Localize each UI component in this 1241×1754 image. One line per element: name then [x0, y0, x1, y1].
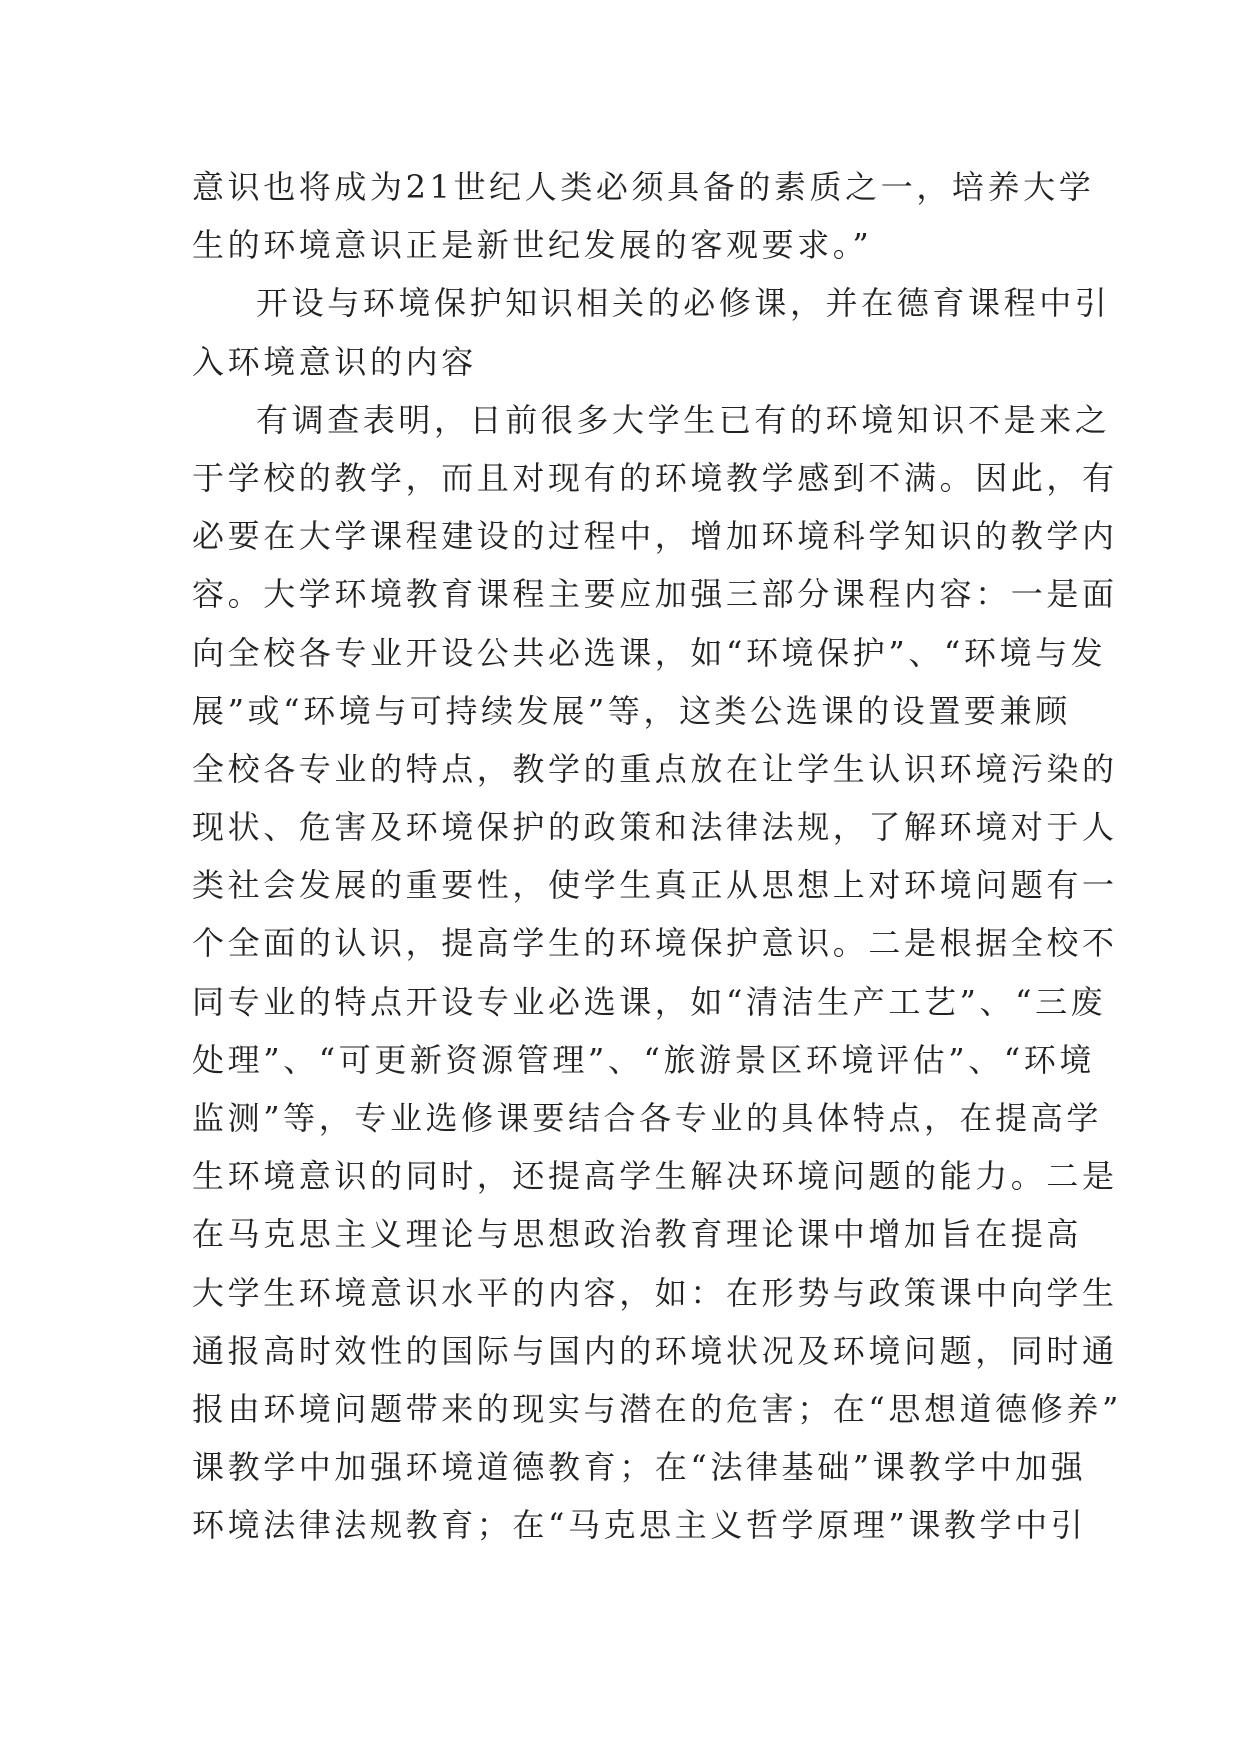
body-text	[192, 158, 1122, 1555]
text-line: 通报高时效性的国际与国内的环境状况及环境问题，同时通	[192, 1331, 1118, 1370]
text-line: 同专业的特点开设专业必选课，如“清洁生产工艺”、“三废	[192, 982, 1107, 1021]
text-line: 生的环境意识正是新世纪发展的客观要求。”	[192, 226, 873, 265]
text-line: 生环境意识的同时，还提高学生解决环境问题的能力。二是	[192, 1157, 1118, 1196]
text-line: 容。大学环境教育课程主要应加强三部分课程内容：一是面	[192, 575, 1118, 614]
text-line: 处理”、“可更新资源管理”、“旅游景区环境评估”、“环境	[192, 1040, 1095, 1079]
text-line: 在马克思主义理论与思想政治教育理论课中增加旨在提高	[192, 1215, 1083, 1254]
text-line: 类社会发展的重要性，使学生真正从思想上对环境问题有一	[192, 866, 1118, 905]
text-line: 大学生环境意识水平的内容，如：在形势与政策课中向学生	[192, 1273, 1118, 1312]
text-line: 报由环境问题带来的现实与潜在的危害；在“思想道德修养”	[192, 1389, 1122, 1428]
text-line: 开设与环境保护知识相关的必修课，并在德育课程中引	[256, 284, 1111, 323]
text-line: 个全面的认识，提高学生的环境保护意识。二是根据全校不	[192, 924, 1118, 963]
text-line: 现状、危害及环境保护的政策和法律法规，了解环境对于人	[192, 808, 1118, 847]
text-line: 环境法律法规教育；在“马克思主义哲学原理”课教学中引	[192, 1506, 1087, 1545]
text-line: 课教学中加强环境道德教育；在“法律基础”课教学中加强	[192, 1448, 1087, 1487]
text-line: 必要在大学课程建设的过程中，增加环境科学知识的教学内	[192, 517, 1118, 556]
text-line: 意识也将成为21世纪人类必须具备的素质之一，培养大学	[192, 168, 1095, 206]
text-line: 全校各专业的特点，教学的重点放在让学生认识环境污染的	[192, 749, 1118, 788]
text-line: 入环境意识的内容	[192, 342, 477, 381]
text-line: 向全校各专业开设公共必选课，如“环境保护”、“环境与发	[192, 633, 1107, 672]
text-line: 有调查表明，日前很多大学生已有的环境知识不是来之	[256, 400, 1111, 439]
text-line: 展”或“环境与可持续发展”等，这类公选课的设置要兼顾	[192, 691, 1071, 730]
text-line: 监测”等，专业选修课要结合各专业的具体特点，在提高学	[192, 1099, 1102, 1137]
text-line: 于学校的教学，而且对现有的环境教学感到不满。因此，有	[192, 458, 1118, 497]
